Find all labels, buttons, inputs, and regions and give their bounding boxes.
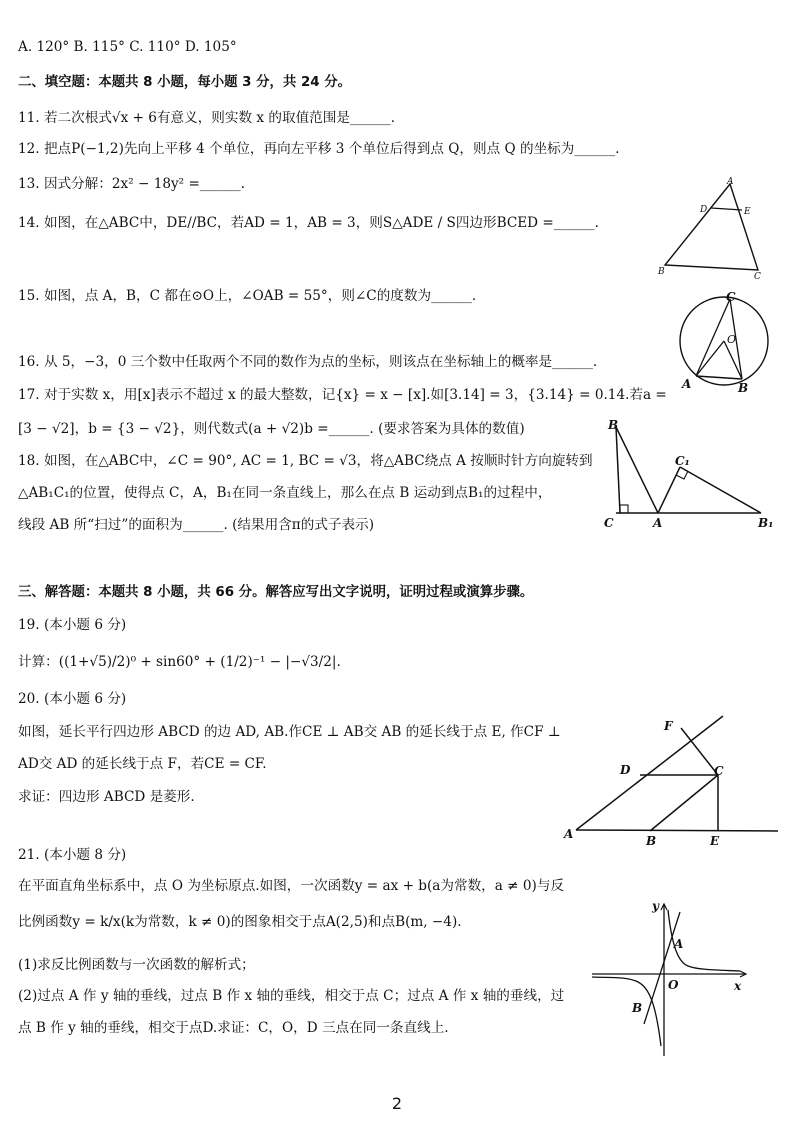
question-19-body: 计算：((1+√5)/2)⁰ + sin60° + (1/2)⁻¹ − |−√3/2|. <box>18 654 341 670</box>
label-F: F <box>664 719 673 733</box>
question-21-part-2: (2)过点 A 作 y 轴的垂线，过点 B 作 x 轴的垂线，相交于点 C；过点 A 作 x 轴的垂线，过 <box>18 988 565 1004</box>
label-C1: C₁ <box>675 454 690 468</box>
label-B: B <box>738 381 749 395</box>
label-D: D <box>700 205 708 215</box>
figure-q20-parallelogram <box>560 712 785 852</box>
label-O: O <box>727 333 737 346</box>
question-15: 15. 如图，点 A，B，C 都在⊙O上，∠OAB = 55°，则∠C的度数为______. <box>18 288 477 304</box>
question-18-line-2: △AB₁C₁的位置，使得点 C，A，B₁在同一条直线上，那么在点 B 运动到点B₁的过程中， <box>18 485 552 501</box>
question-18-line-1: 18. 如图，在△ABC中，∠C = 90°, AC = 1, BC = √3，将△ABC绕点 A 按顺时针方向旋转到 <box>18 453 593 469</box>
section-3-heading: 三、解答题：本题共 8 小题，共 66 分。解答应写出文字说明，证明过程或演算步骤。 <box>18 585 534 600</box>
label-y: y <box>652 899 659 913</box>
label-A: A <box>727 177 734 187</box>
question-19-header: 19. (本小题 6 分) <box>18 617 127 633</box>
question-21-header: 21. (本小题 8 分) <box>18 847 127 863</box>
question-20-line-3: 求证：四边形 ABCD 是菱形. <box>18 789 195 805</box>
label-B: B <box>608 418 619 432</box>
label-A: A <box>564 827 574 841</box>
question-20-line-1: 如图，延长平行四边形 ABCD 的边 AD, AB.作CE ⊥ AB交 AB 的延长线于点 E, 作CF ⊥ <box>18 724 561 740</box>
label-B: B <box>646 834 657 848</box>
label-C: C <box>726 290 736 304</box>
question-18-line-3: 线段 AB 所“扫过”的面积为______. (结果用含π的式子表示) <box>18 517 374 533</box>
label-A: A <box>674 937 684 951</box>
label-C: C <box>604 516 614 530</box>
label-B1: B₁ <box>758 516 774 530</box>
question-20-line-2: AD交 AD 的延长线于点 F，若CE = CF. <box>18 756 267 772</box>
question-21-part-1: (1)求反比例函数与一次函数的解析式； <box>18 957 255 973</box>
label-B: B <box>658 267 665 277</box>
label-C: C <box>714 764 724 778</box>
figure-q15-circle <box>672 288 782 398</box>
previous-choices: A. 120° B. 115° C. 110° D. 105° <box>18 39 237 55</box>
label-E: E <box>710 834 720 848</box>
question-17-line-2: [3 − √2]，b = {3 − √2}，则代数式(a + √2)b =______. (要求答案为具体的数值) <box>18 421 525 437</box>
label-D: D <box>620 763 631 777</box>
question-11: 11. 若二次根式√x + 6有意义，则实数 x 的取值范围是______. <box>18 110 396 126</box>
question-14: 14. 如图，在△ABC中，DE//BC，若AD = 1，AB = 3，则S△ADE / S四边形BCED =______. <box>18 215 599 231</box>
label-C: C <box>754 272 761 282</box>
label-A: A <box>653 516 663 530</box>
figure-q14-triangle <box>650 170 780 285</box>
question-21-line-5: 点 B 作 y 轴的垂线，相交于点D.求证：C，O，D 三点在同一条直线上. <box>18 1020 449 1036</box>
question-12: 12. 把点P(−1,2)先向上平移 4 个单位，再向左平移 3 个单位后得到点 Q，则点 Q 的坐标为______. <box>18 141 620 157</box>
page-number: 2 <box>391 1094 403 1113</box>
figure-q18-rotation <box>598 415 783 535</box>
question-16: 16. 从 5，−3，0 三个数中任取两个不同的数作为点的坐标，则该点在坐标轴上的概率是______. <box>18 354 598 370</box>
question-20-header: 20. (本小题 6 分) <box>18 691 127 707</box>
label-E: E <box>744 207 751 217</box>
question-21-line-2: 比例函数y = k/x(k为常数，k ≠ 0)的图象相交于点A(2,5)和点B(m, −4). <box>18 914 462 930</box>
label-x: x <box>734 979 742 993</box>
figure-q21-graph <box>588 896 758 1061</box>
label-A: A <box>682 377 692 391</box>
label-B: B <box>632 1001 643 1015</box>
label-O: O <box>668 978 679 992</box>
question-17-line-1: 17. 对于实数 x，用[x]表示不超过 x 的最大整数，记{x} = x − [x].如[3.14] = 3，{3.14} = 0.14.若a = <box>18 387 667 403</box>
question-13: 13. 因式分解：2x² − 18y² =______. <box>18 176 245 192</box>
question-21-line-1: 在平面直角坐标系中，点 O 为坐标原点.如图，一次函数y = ax + b(a为常数，a ≠ 0)与反 <box>18 878 565 894</box>
section-2-heading: 二、填空题：本题共 8 小题，每小题 3 分，共 24 分。 <box>18 75 352 90</box>
